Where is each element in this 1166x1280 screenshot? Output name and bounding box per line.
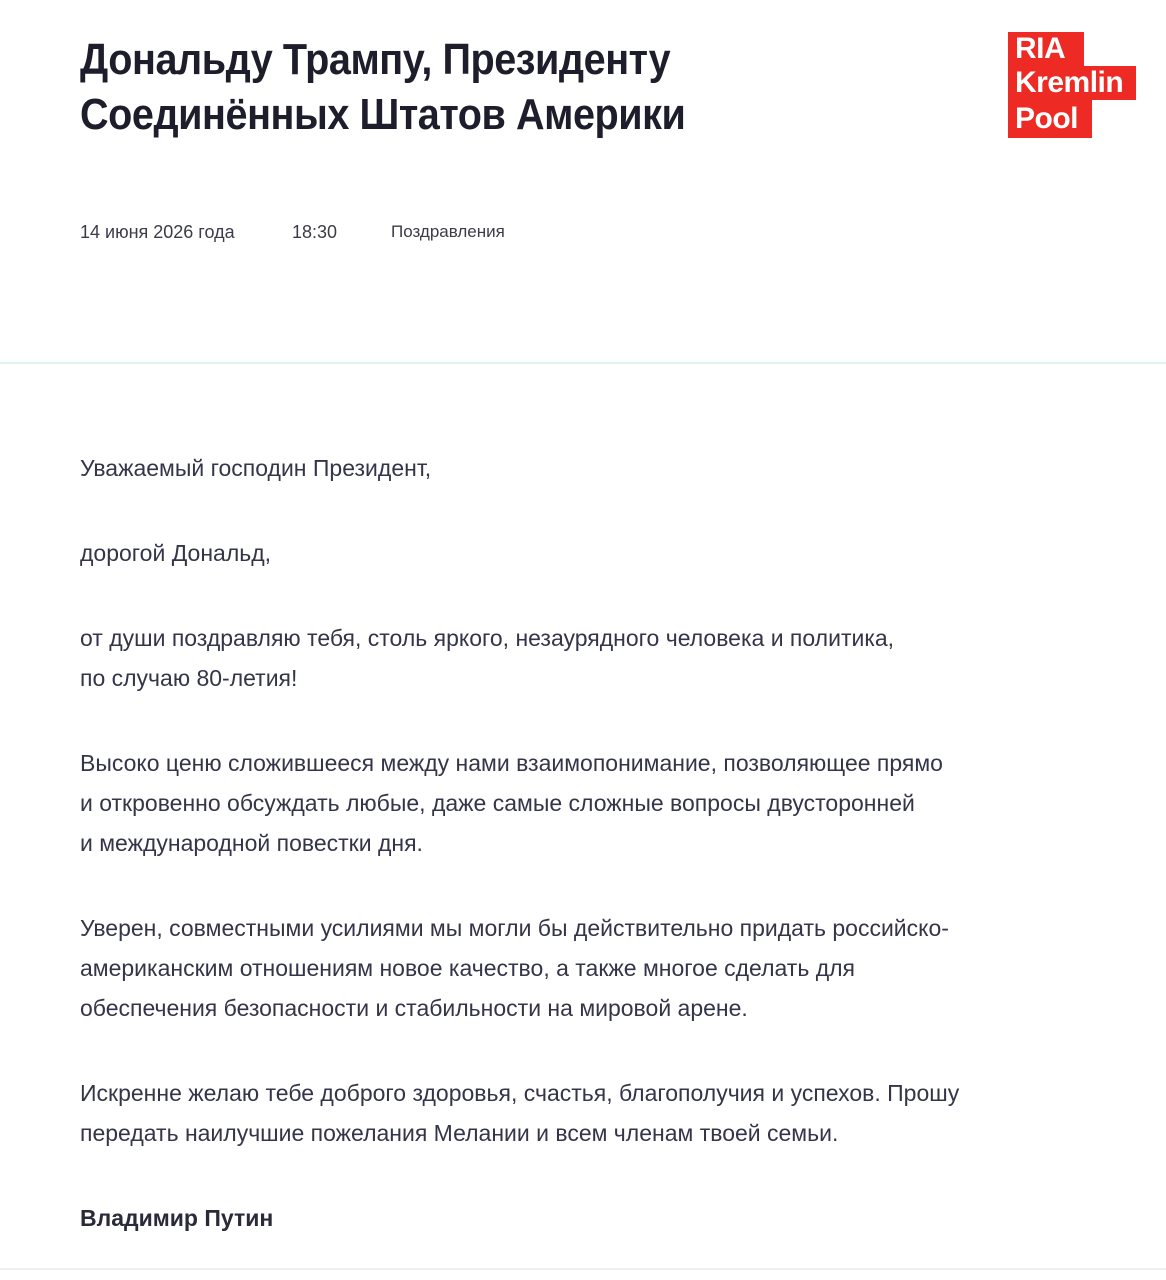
logo-text-kremlin: Kremlin: [1015, 66, 1124, 99]
publish-time: 18:30: [292, 222, 338, 242]
text-line: Высоко ценю сложившееся между нами взаимопонимание, позволяющее прямо: [80, 750, 943, 776]
letter-body: [80, 448, 1070, 1198]
text-line: обеспечения безопасности и стабильности на мировой арене.: [80, 995, 748, 1021]
paragraph-cooperation: [80, 908, 1070, 1028]
signature: Владимир Путин: [80, 1205, 274, 1231]
divider: [0, 1268, 1166, 1270]
ria-kremlin-pool-logo: [1008, 32, 1136, 138]
paragraph-wishes: [80, 1073, 1070, 1153]
letter-greeting: [80, 448, 1070, 488]
paragraph-congratulation: [80, 618, 1070, 698]
letter-address: [80, 533, 1070, 573]
text-line: передать наилучшие пожелания Мелании и всем членам твоей семьи.: [80, 1120, 839, 1146]
text-line: Искренне желаю тебе доброго здоровья, счастья, благополучия и успехов. Прошу: [80, 1080, 960, 1106]
logo-text-pool: Pool: [1015, 102, 1078, 135]
text-line: Уверен, совместными усилиями мы могли бы действительно придать российско-: [80, 915, 949, 941]
text-line: Уважаемый господин Президент,: [80, 455, 432, 481]
category-link[interactable]: Поздравления: [391, 222, 505, 241]
logo-text-ria: RIA: [1015, 32, 1066, 65]
text-line: от души поздравляю тебя, столь яркого, незаурядного человека и политика,: [80, 625, 895, 651]
text-line: американским отношениям новое качество, а также многое сделать для: [80, 955, 855, 981]
publish-date: 14 июня 2026 года: [80, 222, 235, 242]
text-line: и откровенно обсуждать любые, даже самые сложные вопросы двусторонней: [80, 790, 915, 816]
page-title: Дональду Трампу, Президенту Соединённых Штатов Америки: [80, 35, 686, 139]
document-header: [0, 0, 1166, 364]
paragraph-understanding: [80, 743, 1070, 863]
text-line: дорогой Дональд,: [80, 540, 272, 566]
text-line: и международной повестки дня.: [80, 830, 423, 856]
text-line: по случаю 80-летия!: [80, 665, 298, 691]
